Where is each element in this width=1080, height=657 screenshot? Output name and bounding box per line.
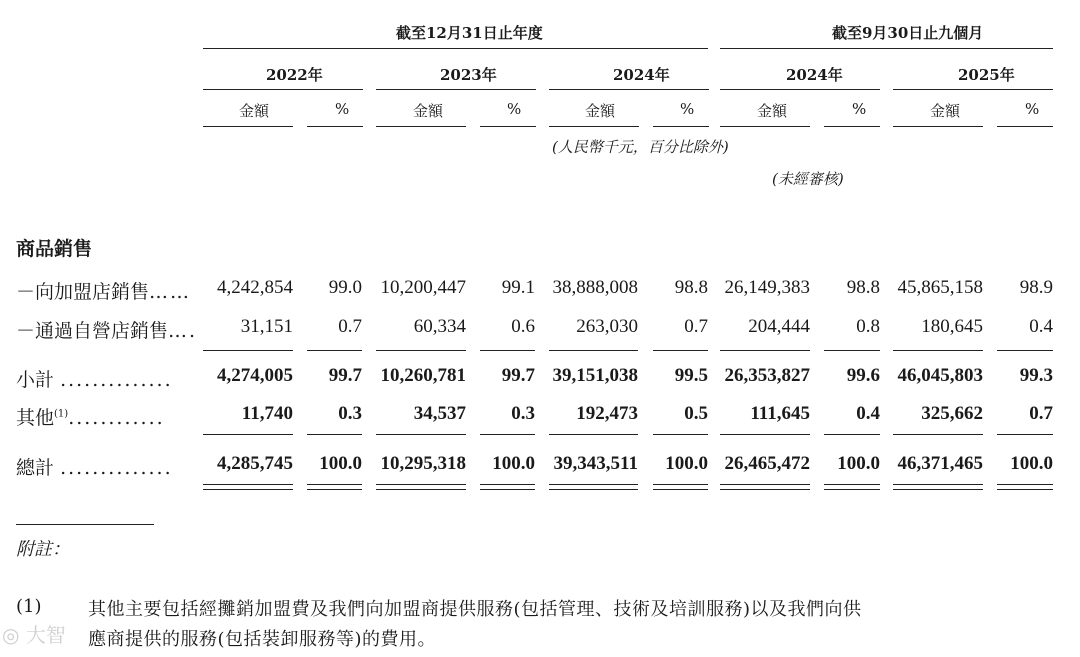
rule-above-subtotal-7 [720,350,810,351]
cell-franchise-sales-col5: 38,888,008 [552,277,638,298]
year-header-2022: 2022年 [266,66,323,84]
currency-note: (人民幣千元，百分比除外) [552,138,729,156]
sub-rule-amount-2025 [893,126,983,127]
cell-total-col10: 100.0 [1010,453,1053,474]
cell-total-col9: 46,371,465 [897,453,983,474]
rule-above-subtotal-9 [893,350,983,351]
cell-others-col1: 11,740 [241,403,293,424]
rule-above-total-9 [893,434,983,435]
row-label-text: －通過自營店銷售 [16,320,169,342]
cell-self-operated-sales-col9: 180,645 [921,316,983,337]
cell-subtotal-col5: 39,151,038 [552,365,638,386]
double-rule-bottom-2 [307,489,362,490]
footnote-line-1: 其他主要包括經攤銷加盟費及我們向加盟商提供服務(包括管理、技術及培訓服務)以及我們向供 [88,599,862,620]
group-header-annual: 截至12月31日止年度 [396,24,543,42]
double-rule-bottom-9 [893,489,983,490]
cell-subtotal-col8: 99.6 [846,365,880,386]
col-pct-2023: % [507,100,522,118]
watermark-icon: ◎ [2,623,20,647]
cell-franchise-sales-col2: 99.0 [328,277,362,298]
cell-self-operated-sales-col2: 0.7 [338,316,362,337]
year-header-2024: 2024年 [613,66,670,84]
year-header-2024-interim: 2024年 [786,66,843,84]
rule-above-total-8 [824,434,880,435]
double-rule-bottom-8 [824,489,880,490]
rule-above-subtotal-4 [480,350,535,351]
section-title: 商品銷售 [16,238,93,260]
cell-franchise-sales-col7: 26,149,383 [724,277,810,298]
double-rule-top-8 [824,484,880,485]
sub-rule-pct-2025 [997,126,1053,127]
double-rule-top-10 [997,484,1053,485]
cell-total-col1: 4,285,745 [217,453,293,474]
year-rule-2023 [376,89,536,90]
rule-above-total-5 [549,434,638,435]
cell-subtotal-col10: 99.3 [1019,365,1053,386]
cell-franchise-sales-col6: 98.8 [674,277,708,298]
col-pct-2022: % [335,100,350,118]
col-pct-2024: % [680,100,695,118]
cell-self-operated-sales-col6: 0.7 [684,316,708,337]
cell-others-col9: 325,662 [921,403,983,424]
col-amount-2023: 金額 [413,102,444,120]
rule-above-total-1 [203,434,293,435]
double-rule-bottom-4 [480,489,535,490]
year-rule-2024-interim [720,89,880,90]
cell-franchise-sales-col1: 4,242,854 [217,277,293,298]
rule-above-subtotal-2 [307,350,362,351]
cell-franchise-sales-col4: 99.1 [501,277,535,298]
cell-self-operated-sales-col8: 0.8 [856,316,880,337]
rule-above-total-10 [997,434,1053,435]
leader-dots: .............. [60,457,173,479]
col-amount-2024-interim: 金額 [757,102,788,120]
year-rule-2024 [549,89,709,90]
cell-total-col3: 10,295,318 [380,453,466,474]
sub-rule-pct-2024-interim [824,126,880,127]
col-amount-2025: 金額 [930,102,961,120]
double-rule-bottom-10 [997,489,1053,490]
double-rule-top-4 [480,484,535,485]
double-rule-bottom-1 [203,489,293,490]
double-rule-top-5 [549,484,638,485]
year-header-2023: 2023年 [440,66,497,84]
col-amount-2022: 金額 [239,102,270,120]
leader-dots: ............ [68,407,165,429]
cell-self-operated-sales-col1: 31,151 [240,316,293,337]
cell-total-col8: 100.0 [837,453,880,474]
cell-others-col2: 0.3 [338,403,362,424]
cell-subtotal-col3: 10,260,781 [380,365,466,386]
double-rule-bottom-3 [376,489,466,490]
sub-rule-amount-2023 [376,126,466,127]
cell-total-col2: 100.0 [319,453,362,474]
double-rule-bottom-6 [653,489,708,490]
notes-separator [16,524,154,525]
sub-rule-amount-2024 [549,126,639,127]
cell-self-operated-sales-col3: 60,334 [413,316,466,337]
cell-subtotal-col1: 4,274,005 [217,365,293,386]
cell-others-col4: 0.3 [511,403,535,424]
unaudited-note: (未經審核) [772,170,844,188]
group-rule-interim [720,48,1053,49]
group-header-interim: 截至9月30日止九個月 [832,24,984,42]
year-rule-2022 [203,89,363,90]
rule-above-total-3 [376,434,466,435]
cell-franchise-sales-col9: 45,865,158 [897,277,983,298]
cell-franchise-sales-col10: 98.9 [1019,277,1053,298]
double-rule-top-1 [203,484,293,485]
cell-subtotal-col2: 99.7 [328,365,362,386]
notes-title: 附註： [16,539,70,560]
group-rule-annual [203,48,708,49]
cell-others-col10: 0.7 [1029,403,1053,424]
sub-rule-amount-2024-interim [720,126,810,127]
sub-rule-pct-2022 [307,126,363,127]
cell-self-operated-sales-col4: 0.6 [511,316,535,337]
rule-above-total-6 [653,434,708,435]
cell-subtotal-col6: 99.5 [674,365,708,386]
cell-total-col4: 100.0 [492,453,535,474]
row-label-text: －向加盟店銷售 [16,281,150,303]
cell-franchise-sales-col3: 10,200,447 [380,277,466,298]
double-rule-top-6 [653,484,708,485]
double-rule-top-3 [376,484,466,485]
col-pct-2024-interim: % [852,100,867,118]
rule-above-subtotal-6 [653,350,708,351]
footnote-ref: (1) [54,408,69,420]
cell-subtotal-col4: 99.7 [501,365,535,386]
sub-rule-pct-2023 [480,126,536,127]
rule-above-subtotal-8 [824,350,880,351]
col-amount-2024: 金額 [585,102,616,120]
cell-franchise-sales-col8: 98.8 [846,277,880,298]
cell-others-col7: 111,645 [750,403,810,424]
double-rule-top-7 [720,484,810,485]
cell-self-operated-sales-col5: 263,030 [576,316,638,337]
sub-rule-pct-2024 [653,126,709,127]
rule-above-subtotal-1 [203,350,293,351]
cell-others-col8: 0.4 [856,403,880,424]
footnote-line-2: 應商提供的服務(包括裝卸服務等)的費用。 [88,629,437,650]
double-rule-bottom-5 [549,489,638,490]
cell-subtotal-col9: 46,045,803 [897,365,983,386]
year-header-2025: 2025年 [958,66,1015,84]
row-label-others [16,403,165,430]
rule-above-subtotal-10 [997,350,1053,351]
footnote-marker: (1) [16,596,42,617]
year-rule-2025 [893,89,1053,90]
rule-above-subtotal-3 [376,350,466,351]
double-rule-top-2 [307,484,362,485]
cell-others-col6: 0.5 [684,403,708,424]
leader-dots: …. [168,320,198,342]
cell-total-col6: 100.0 [665,453,708,474]
cell-total-col5: 39,343,511 [553,453,638,474]
double-rule-top-9 [893,484,983,485]
cell-self-operated-sales-col7: 204,444 [748,316,810,337]
row-label-total [16,453,173,480]
col-pct-2025: % [1025,100,1040,118]
watermark-logo [2,619,66,648]
leader-dots: …… [149,281,192,303]
sub-rule-amount-2022 [203,126,293,127]
rule-above-total-7 [720,434,810,435]
rule-above-total-2 [307,434,362,435]
row-label-text: 小計 [16,369,55,391]
leader-dots: .............. [60,369,173,391]
watermark-text: 大智 [25,623,66,647]
rule-above-subtotal-5 [549,350,638,351]
double-rule-bottom-7 [720,489,810,490]
row-label-text: 總計 [16,457,55,479]
cell-total-col7: 26,465,472 [724,453,810,474]
cell-others-col5: 192,473 [576,403,638,424]
rule-above-total-4 [480,434,535,435]
cell-others-col3: 34,537 [413,403,466,424]
cell-subtotal-col7: 26,353,827 [724,365,810,386]
row-label-subtotal [16,365,173,392]
row-label-text: 其他 [16,407,55,429]
cell-self-operated-sales-col10: 0.4 [1029,316,1053,337]
